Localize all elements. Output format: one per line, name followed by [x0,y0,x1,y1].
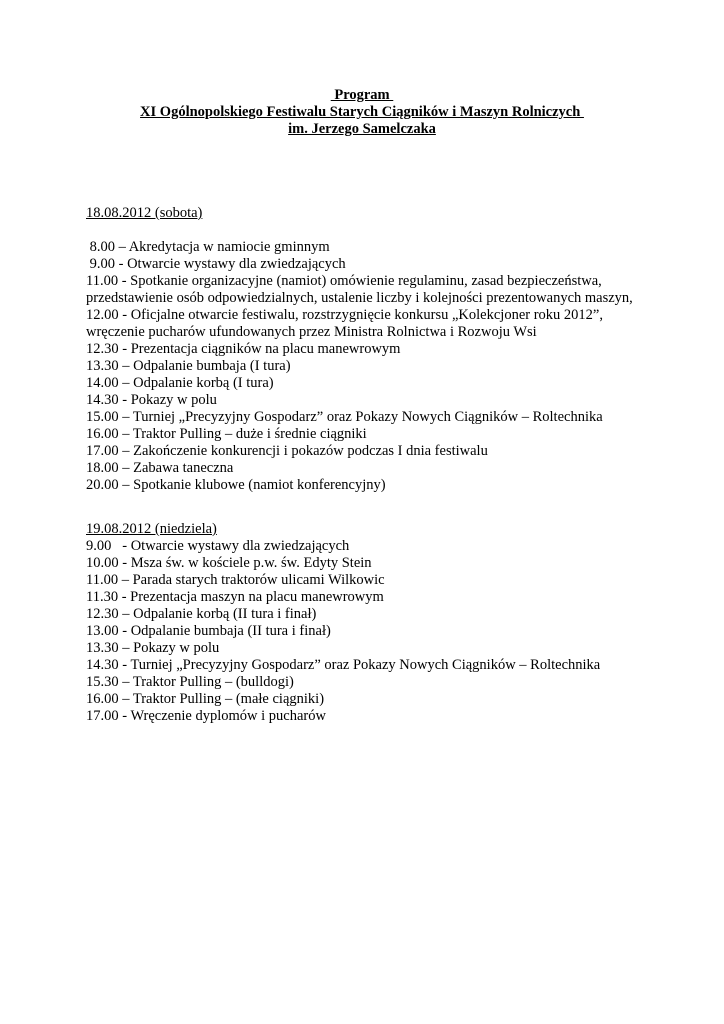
program-header [0,87,724,138]
schedule-entry: 12.00 - Oficjalne otwarcie festiwalu, rozstrzygnięcie konkursu „Kolekcjoner roku 2012”, [86,307,603,323]
schedule-entry: 9.00 - Otwarcie wystawy dla zwiedzających [86,256,346,272]
schedule-entry: wręczenie pucharów ufundowanych przez Ministra Rolnictwa i Rozwoju Wsi [86,324,537,340]
schedule-entry: 20.00 – Spotkanie klubowe (namiot konferencyjny) [86,477,386,493]
schedule-entry: 17.00 – Zakończenie konkurencji i pokazów podczas I dnia festiwalu [86,443,488,459]
day-two-date: 19.08.2012 (niedziela) [86,521,217,537]
schedule-entry: przedstawienie osób odpowiedzialnych, ustalenie liczby i kolejności prezentowanych maszyn, [86,290,633,306]
schedule-entry: 8.00 – Akredytacja w namiocie gminnym [86,239,330,255]
schedule-entry: 14.00 – Odpalanie korbą (I tura) [86,375,274,391]
schedule-entry: 11.00 – Parada starych traktorów ulicami Wilkowic [86,572,385,588]
day-two-entries [86,538,686,725]
schedule-entry: 10.00 - Msza św. w kościele p.w. św. Edyty Stein [86,555,372,571]
schedule-entry: 15.30 – Traktor Pulling – (bulldogi) [86,674,294,690]
day-one-entries [86,239,686,494]
schedule-entry: 16.00 – Traktor Pulling – (małe ciągniki) [86,691,325,707]
schedule-entry: 11.30 - Prezentacja maszyn na placu manewrowym [86,589,384,605]
festival-name: XI Ogólnopolskiego Festiwalu Starych Ciągników i Maszyn Rolniczych [140,104,584,120]
schedule-entry: 15.00 – Turniej „Precyzyjny Gospodarz” oraz Pokazy Nowych Ciągników – Roltechnika [86,409,603,425]
program-title: Program [330,87,394,103]
day-one-date: 18.08.2012 (sobota) [86,205,203,221]
schedule-entry: 13.30 – Odpalanie bumbaja (I tura) [86,358,291,374]
schedule-entry: 9.00 - Otwarcie wystawy dla zwiedzających [86,538,350,554]
schedule-entry: 18.00 – Zabawa taneczna [86,460,234,476]
schedule-entry: 14.30 - Pokazy w polu [86,392,217,408]
schedule-entry: 14.30 - Turniej „Precyzyjny Gospodarz” oraz Pokazy Nowych Ciągników – Roltechnika [86,657,601,673]
schedule-entry: 17.00 - Wręczenie dyplomów i pucharów [86,708,326,724]
schedule-entry: 11.00 - Spotkanie organizacyjne (namiot) omówienie regulaminu, zasad bezpieczeństwa, [86,273,602,289]
schedule-entry: 13.30 – Pokazy w polu [86,640,220,656]
schedule-entry: 12.30 – Odpalanie korbą (II tura i finał) [86,606,317,622]
schedule-entry: 12.30 - Prezentacja ciągników na placu manewrowym [86,341,401,357]
festival-dedication: im. Jerzego Samelczaka [288,121,436,137]
schedule-entry: 13.00 - Odpalanie bumbaja (II tura i finał) [86,623,331,639]
schedule-entry: 16.00 – Traktor Pulling – duże i średnie ciągniki [86,426,367,442]
day-two-schedule [86,521,686,725]
day-one-schedule [86,205,686,494]
